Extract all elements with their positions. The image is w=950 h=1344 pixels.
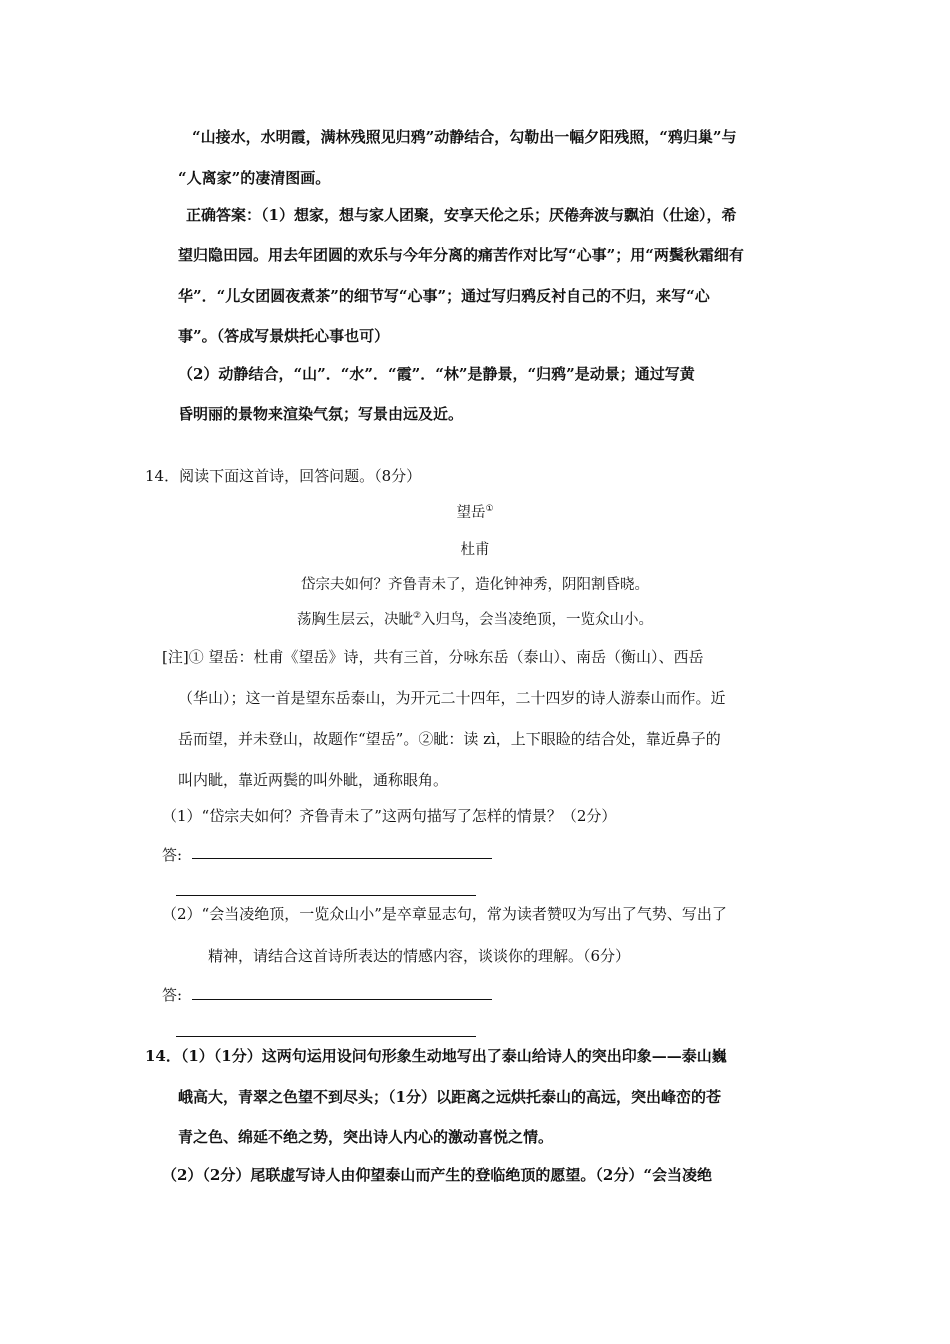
poem-line-1: 岱宗夫如何？齐鲁青未了，造化钟神秀，阴阳割昏晓。 <box>301 577 649 593</box>
prev-answer-line-2: “人离家”的凄清图画。 <box>178 169 331 187</box>
poem-line-2-part-b: 入归鸟，会当凌绝顶，一览众山小。 <box>421 612 654 628</box>
poem-author: 杜甫 <box>460 542 490 558</box>
answer-key-line-1: 14．（1）（1分）这两句运用设问句形象生动地写出了泰山给诗人的突出印象——泰山巍 <box>145 1047 727 1065</box>
note-line-1: [注]① 望岳：杜甫《望岳》诗，共有三首，分咏东岳（泰山）、南岳（衡山）、西岳 <box>162 648 704 666</box>
poem-title <box>0 503 950 523</box>
poem-line-2 <box>0 610 950 630</box>
poem-line-2-part-a: 荡胸生层云，决眦 <box>296 612 413 628</box>
sub-question-2-line-1: （2）“会当凌绝顶，一览众山小”是卒章显志句，常为读者赞叹为写出了气势、写出了 <box>162 905 727 923</box>
answer-label-2: 答: <box>162 986 183 1004</box>
correct-answer-line-6: 昏明丽的景物来渲染气氛；写景由远及近。 <box>178 405 464 423</box>
prev-answer-line-1: “山接水，水明霞，满林残照见归鸦”动静结合，勾勒出一幅夕阳残照，“鸦归巢”与 <box>192 128 737 146</box>
correct-answer-line-2: 望归隐田园。用去年团圆的欢乐与今年分离的痛苦作对比写“心事”；用“两鬓秋霜细有 <box>178 246 744 264</box>
poem-title-text: 望岳 <box>456 505 486 521</box>
sub-question-1: （1）“岱宗夫如何？齐鲁青未了”这两句描写了怎样的情景？（2分） <box>162 807 617 825</box>
question-prompt <box>145 466 421 486</box>
question-number: 14． <box>145 467 180 485</box>
answer-blank-2a[interactable] <box>192 999 492 1000</box>
note-line-4: 叫内眦，靠近两鬓的叫外眦，通称眼角。 <box>178 771 449 789</box>
answer-blank-1b[interactable] <box>176 895 476 896</box>
answer-label-1: 答: <box>162 846 183 864</box>
question-text: 阅读下面这首诗，回答问题。（8分） <box>179 467 422 485</box>
correct-answer-line-5: （2）动静结合，“山”．“水”．“霞”．“林”是静景，“归鸦”是动景；通过写黄 <box>178 365 695 383</box>
answer-blank-2b[interactable] <box>176 1036 476 1037</box>
answer-key-line-3: 青之色、绵延不绝之势，突出诗人内心的激动喜悦之情。 <box>178 1128 554 1146</box>
answer-key-line-4: （2）（2分）尾联虚写诗人由仰望泰山而产生的登临绝顶的愿望。（2分）“会当凌绝 <box>162 1166 712 1184</box>
title-note-mark: ① <box>485 504 494 515</box>
poem-note-mark: ② <box>412 611 422 622</box>
answer-blank-1a[interactable] <box>192 858 492 859</box>
note-line-3: 岳而望，并未登山，故题作“望岳”。②眦：读 zì，上下眼睑的结合处，靠近鼻子的 <box>178 730 721 748</box>
answer-key-line-2: 峨高大，青翠之色望不到尽头；（1分）以距离之远烘托泰山的高远，突出峰峦的苍 <box>178 1088 721 1106</box>
note-line-2: （华山）；这一首是望东岳泰山，为开元二十四年，二十四岁的诗人游泰山而作。近 <box>178 689 726 707</box>
sub-question-2-line-2: 精神，请结合这首诗所表达的情感内容，谈谈你的理解。（6分） <box>208 947 631 965</box>
correct-answer-line-4: 事”。（答成写景烘托心事也可） <box>178 327 390 345</box>
correct-answer-line-1: 正确答案：（1）想家，想与家人团聚，安享天伦之乐；厌倦奔波与飘泊（仕途），希 <box>186 206 737 224</box>
correct-answer-line-3: 华”．“儿女团圆夜煮茶”的细节写“心事”；通过写归鸦反衬自己的不归，来写“心 <box>178 287 710 305</box>
